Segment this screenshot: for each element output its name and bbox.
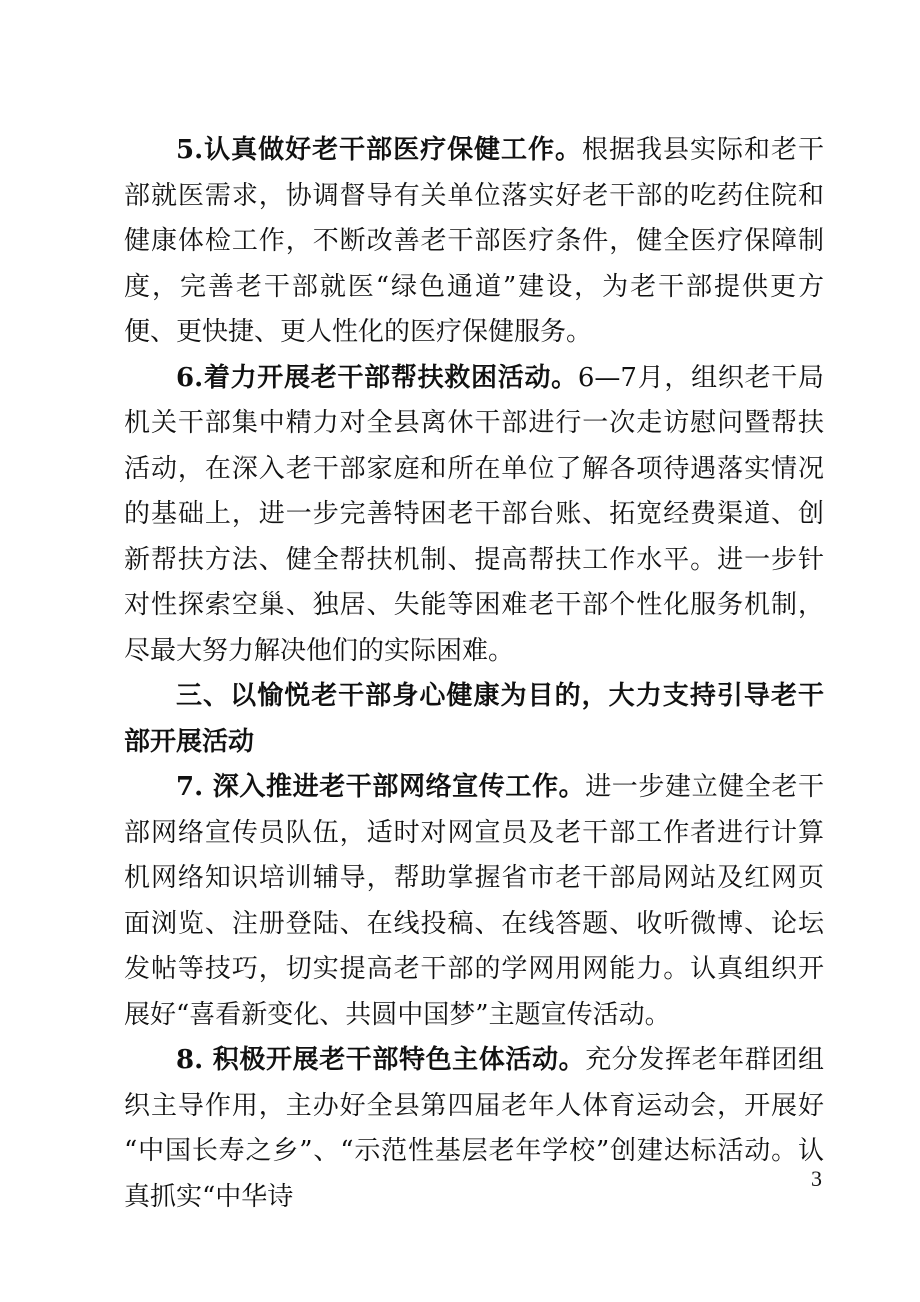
- paragraph-featured-activities: [124, 1038, 824, 1220]
- paragraph-lead: 7. 深入推进老干部网络宣传工作。: [176, 772, 586, 802]
- paragraph-text: 根据我县实际和老干部就医需求，协调督导有关单位落实好老干部的吃药住院和健康体检工作，不断改善老干部医疗条件，健全医疗保障制度，完善老干部就医“绿色通道”建设，为老干部提供更方便、更快捷、更人性化的医疗保健服务。: [124, 135, 824, 347]
- paragraph-text: 6—7月，组织老干局机关干部集中精力对全县离休干部进行一次走访慰问暨帮扶活动，在深入老干部家庭和所在单位了解各项待遇落实情况的基础上，进一步完善特困老干部台账、拓宽经费渠道、创新帮扶方法、健全帮扶机制、提高帮扶工作水平。进一步针对性探索空巢、独居、失能等困难老干部个性化服务机制，尽最大努力解决他们的实际困难。: [124, 362, 824, 666]
- paragraph-text: 充分发挥老年群团组织主导作用，主办好全县第四届老年人体育运动会，开展好 “中国长寿之乡”、“示范性基层老年学校”创建达标活动。认真抓实“中华诗: [124, 1045, 824, 1212]
- paragraph-assistance: [124, 356, 824, 675]
- section-heading-three: 三、以愉悦老干部身心健康为目的，大力支持引导老干部开展活动: [124, 681, 824, 757]
- paragraph-text: 进一步建立健全老干部网络宣传员队伍，适时对网宣员及老干部工作者进行计算机网络知识培训辅导，帮助掌握省市老干部局网站及红网页面浏览、注册登陆、在线投稿、在线答题、收听微博、论坛发帖等技巧，切实提高老干部的学网用网能力。认真组织开展好“喜看新变化、共圆中国梦”主题宣传活动。: [124, 772, 824, 1030]
- paragraph-lead: 6.着力开展老干部帮扶救困活动。: [176, 362, 578, 393]
- paragraph-network-publicity: [124, 765, 824, 1038]
- document-body: [124, 128, 824, 1220]
- paragraph-medical-care: [124, 128, 824, 356]
- paragraph-lead: 8. 积极开展老干部特色主体活动。: [176, 1045, 586, 1075]
- page-number: 3: [811, 1166, 822, 1191]
- paragraph-lead: 5.认真做好老干部医疗保健工作。: [176, 135, 583, 165]
